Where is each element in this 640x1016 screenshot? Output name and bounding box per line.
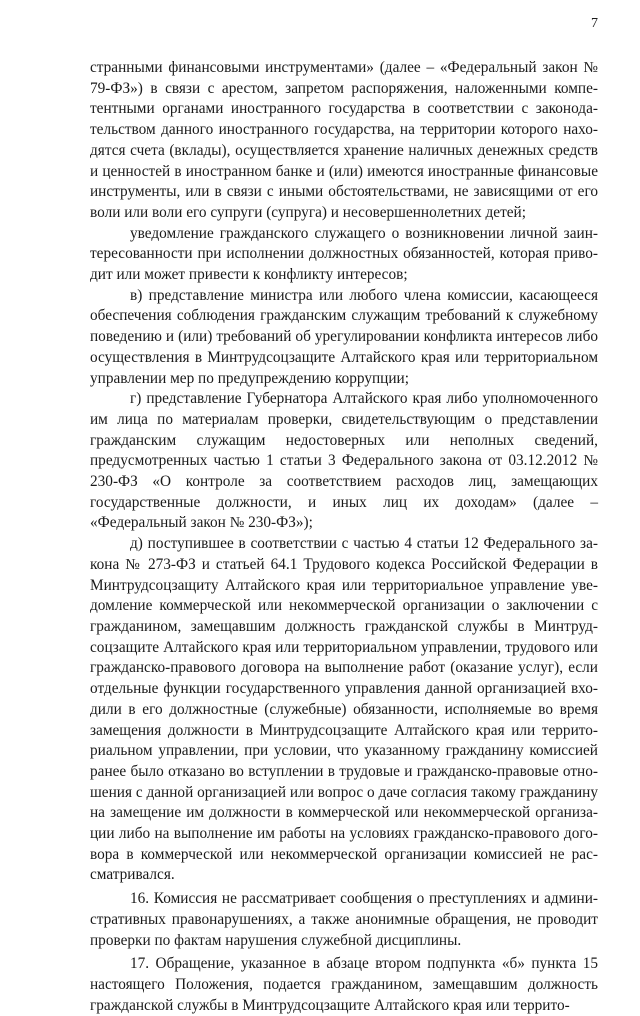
paragraph-continuation-79fz: странными финансовыми инструментами» (далее – «Федеральный закон № 79-ФЗ») в связи с арестом, запретом распоряжения, наложенными компетентными органами иностранного государства в соответствии с законодательством данного иностранного государства, на территории которого находятся счета (вклады), осуществляется хранение наличных денежных средств и ценностей в иностранном банке и (или) имеются иностранные финансовые инструменты, или в связи с иными обстоятельствами, не зависящими от его воли или воли его супруги (супруга) и несовершеннолетних детей; [90, 59, 598, 221]
paragraph-point-16: 16. Комиссия не рассматривает сообщения о преступлениях и административных правонарушениях, а также анонимные обращения, не проводит проверки по фактам нарушения служебной дисциплины. [90, 890, 598, 949]
paragraph-item-d: д) поступившее в соответствии с частью 4 статьи 12 Федерального закона № 273-ФЗ и статьей 64.1 Трудового кодекса Российской Федерации в Минтрудсоцзащиту Алтайского края или территориальное управление уведомление коммерческой или некоммерческой организации о заключении с гражданином, замещавшим должность гражданской службы в Минтрудсоцзащите Алтайского края или территориальном управлении, трудового или гражданско-правового договора на выполнение работ (оказание услуг), если отдельные функции государственного управления данной организацией входили в его должностные (служебные) обязанности, исполняемые во время замещения должности в Минтрудсоцзащите Алтайского края или территориальном управлении, при условии, что указанному гражданину комиссией ранее было отказано во вступлении в трудовые и гражданско-правовые отношения с данной организацией или вопрос о даче согласия такому гражданину на замещение им должности в коммерческой или некоммерческой организации либо на выполнение им работы на условиях гражданско-правового договора в коммерческой или некоммерческой организации комиссией не рассматривался. [90, 535, 598, 884]
paragraph-item-v: в) представление министра или любого члена комиссии, касающееся обеспечения соблюдения гражданским служащим требований к служебному поведению и (или) требований об урегулировании конфликта интересов либо осуществления в Минтрудсоцзащите Алтайского края или территориальном управлении мер по предупреждению коррупции; [90, 286, 598, 387]
paragraph-item-g: г) представление Губернатора Алтайского края либо уполномоченного им лица по материалам проверки, свидетельствующим о представлении гражданским служащим недостоверных или неполных сведений, предусмотренных частью 1 статьи 3 Федерального закона от 03.12.2012 № 230-ФЗ «О контроле за соответствием расходов лиц, замещающих государственные должности, и иных лиц их доходам» (далее – «Федеральный закон № 230-ФЗ»); [90, 390, 598, 532]
paragraph-point-17: 17. Обращение, указанное в абзаце втором подпункта «б» пункта 15 настоящего Положения, подается гражданином, замещавшим должность гражданской службы в Минтрудсоцзащите Алтайского края или террито- [90, 955, 598, 1014]
paragraph-notification-conflict: уведомление гражданского служащего о возникновении личной заинтересованности при исполнении должностных обязанностей, которая приводит или может привести к конфликту интересов; [90, 224, 598, 284]
page-number: 7 [591, 16, 598, 31]
document-body [90, 58, 598, 1016]
